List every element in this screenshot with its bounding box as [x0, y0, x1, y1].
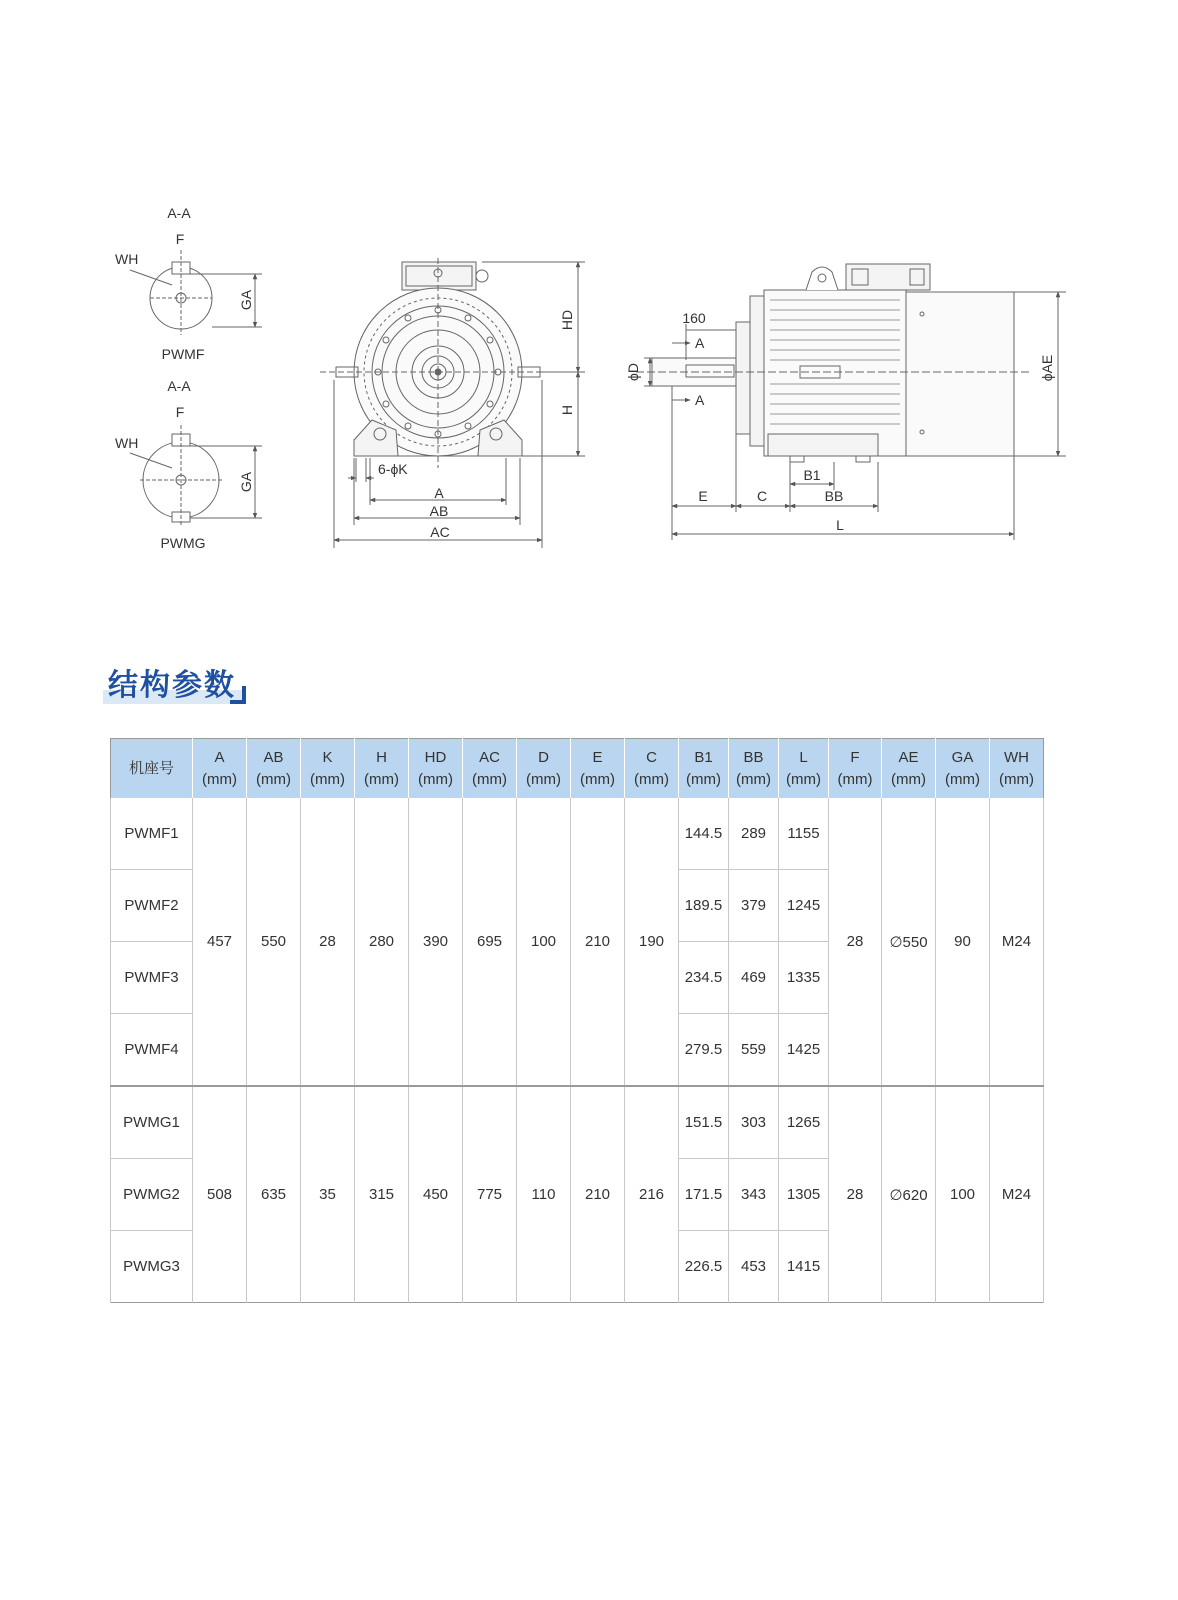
- cell-k: 28: [301, 798, 355, 1086]
- header-b1: B1 (mm): [679, 739, 729, 799]
- table-row: [111, 798, 1044, 870]
- cell-ac: 695: [463, 798, 517, 1086]
- label-a-section-top: A: [695, 335, 705, 351]
- cell-ac: 775: [463, 1086, 517, 1303]
- header-hd: HD (mm): [409, 739, 463, 799]
- cell-bb: 289: [729, 798, 779, 870]
- cell-h: 315: [355, 1086, 409, 1303]
- cell-ga: 100: [936, 1086, 990, 1303]
- cell-b1: 171.5: [679, 1159, 729, 1231]
- cell-model: PWMG3: [111, 1231, 193, 1303]
- cell-d: 110: [517, 1086, 571, 1303]
- header-k: K (mm): [301, 739, 355, 799]
- cell-hd: 390: [409, 798, 463, 1086]
- label-160: 160: [682, 310, 706, 326]
- cell-model: PWMF4: [111, 1014, 193, 1087]
- header-a: A (mm): [193, 739, 247, 799]
- header-ae: AE (mm): [882, 739, 936, 799]
- cell-wh: M24: [990, 1086, 1044, 1303]
- cell-c: 216: [625, 1086, 679, 1303]
- cell-l: 1425: [779, 1014, 829, 1087]
- cell-b1: 144.5: [679, 798, 729, 870]
- label-c: C: [756, 488, 768, 504]
- table-header-row: [111, 739, 1044, 799]
- label-wh-bottom: WH: [115, 435, 139, 451]
- header-model: 机座号: [111, 739, 193, 799]
- label-f-bottom: F: [175, 404, 185, 420]
- cell-ae: ∅620: [882, 1086, 936, 1303]
- cell-l: 1245: [779, 870, 829, 942]
- label-hd: HD: [559, 309, 575, 331]
- header-l: L (mm): [779, 739, 829, 799]
- cell-a: 457: [193, 798, 247, 1086]
- cell-ae: ∅550: [882, 798, 936, 1086]
- shaft-section-pwmg: [115, 378, 262, 551]
- cell-l: 1415: [779, 1231, 829, 1303]
- structure-parameters-table: [110, 738, 1044, 1303]
- cell-model: PWMF3: [111, 942, 193, 1014]
- header-f: F (mm): [829, 739, 882, 799]
- label-ac: AC: [430, 524, 450, 540]
- motor-front-view: [320, 258, 585, 548]
- label-a-front: A: [434, 485, 444, 501]
- cell-bb: 469: [729, 942, 779, 1014]
- header-ga: GA (mm): [936, 739, 990, 799]
- label-ga-bottom: GA: [238, 471, 254, 493]
- cell-model: PWMG1: [111, 1086, 193, 1159]
- cell-h: 280: [355, 798, 409, 1086]
- header-h: H (mm): [355, 739, 409, 799]
- cell-b1: 234.5: [679, 942, 729, 1014]
- cell-wh: M24: [990, 798, 1044, 1086]
- header-ab: AB (mm): [247, 739, 301, 799]
- cell-bb: 303: [729, 1086, 779, 1159]
- cell-k: 35: [301, 1086, 355, 1303]
- cell-e: 210: [571, 1086, 625, 1303]
- cell-l: 1335: [779, 942, 829, 1014]
- cell-a: 508: [193, 1086, 247, 1303]
- label-bb: BB: [824, 488, 844, 504]
- header-d: D (mm): [517, 739, 571, 799]
- label-ga-top: GA: [238, 289, 254, 311]
- label-section-aa-top: A-A: [167, 205, 191, 221]
- cell-model: PWMF1: [111, 798, 193, 870]
- label-ab: AB: [429, 503, 449, 519]
- header-wh: WH (mm): [990, 739, 1044, 799]
- label-6-phi-k: 6-ϕK: [378, 461, 408, 477]
- label-pwmf: PWMF: [161, 346, 205, 362]
- label-b1: B1: [803, 467, 821, 483]
- label-phi-ae: ϕAE: [1039, 354, 1055, 382]
- cell-ga: 90: [936, 798, 990, 1086]
- cell-l: 1305: [779, 1159, 829, 1231]
- cell-ab: 635: [247, 1086, 301, 1303]
- cell-b1: 226.5: [679, 1231, 729, 1303]
- header-ac: AC (mm): [463, 739, 517, 799]
- cell-l: 1265: [779, 1086, 829, 1159]
- cell-bb: 559: [729, 1014, 779, 1087]
- motor-side-view: [625, 264, 1066, 540]
- label-phi-d: ϕD: [625, 363, 641, 381]
- technical-drawings: [0, 0, 1178, 620]
- label-pwmg: PWMG: [160, 535, 206, 551]
- label-wh-top: WH: [115, 251, 139, 267]
- cell-b1: 189.5: [679, 870, 729, 942]
- header-c: C (mm): [625, 739, 679, 799]
- label-h: H: [559, 404, 575, 416]
- section-title: 结构参数: [108, 668, 236, 703]
- table-row: [111, 1086, 1044, 1159]
- cell-hd: 450: [409, 1086, 463, 1303]
- cell-c: 190: [625, 798, 679, 1086]
- cell-e: 210: [571, 798, 625, 1086]
- cell-model: PWMF2: [111, 870, 193, 942]
- cell-bb: 343: [729, 1159, 779, 1231]
- cell-l: 1155: [779, 798, 829, 870]
- label-a-section-bottom: A: [695, 392, 705, 408]
- cell-model: PWMG2: [111, 1159, 193, 1231]
- cell-f: 28: [829, 798, 882, 1086]
- label-l: L: [836, 517, 844, 533]
- section-title-corner-mark: [230, 686, 246, 704]
- label-section-aa-bottom: A-A: [167, 378, 191, 394]
- label-f-top: F: [175, 231, 185, 247]
- header-bb: BB (mm): [729, 739, 779, 799]
- cell-b1: 279.5: [679, 1014, 729, 1087]
- cell-f: 28: [829, 1086, 882, 1303]
- cell-bb: 453: [729, 1231, 779, 1303]
- label-e: E: [698, 488, 708, 504]
- shaft-section-pwmf: [115, 205, 262, 362]
- header-e: E (mm): [571, 739, 625, 799]
- cell-bb: 379: [729, 870, 779, 942]
- cell-ab: 550: [247, 798, 301, 1086]
- cell-d: 100: [517, 798, 571, 1086]
- cell-b1: 151.5: [679, 1086, 729, 1159]
